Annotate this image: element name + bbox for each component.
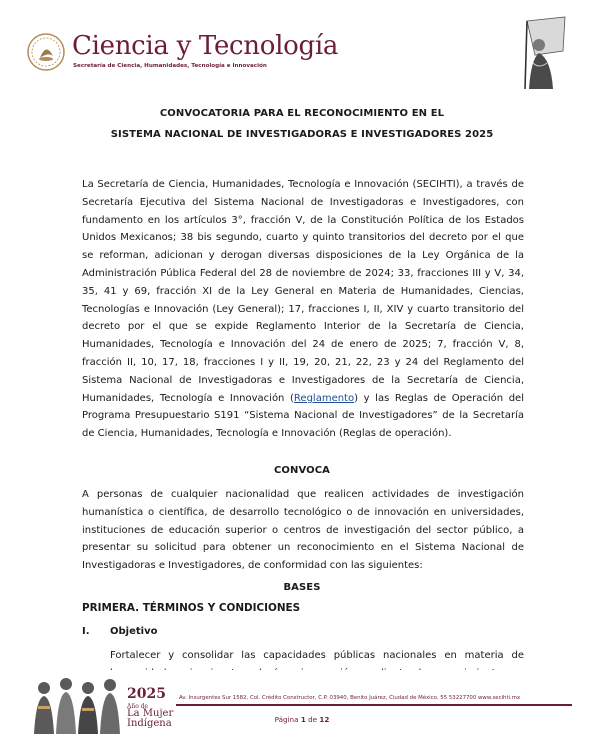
page-prefix: Página bbox=[274, 715, 301, 724]
page-current: 1 bbox=[300, 715, 306, 724]
government-emblem-logo bbox=[26, 32, 66, 72]
item-title-objetivo: Objetivo bbox=[110, 626, 158, 637]
intro-text-after-link: ) y las Reglas de Operación del Programa Presupuestario S191 “Sistema Nacional de Investigadores” de la Secretaría de Ciencia, Humanidades, Tecnología e Innovación (Reglas de operación). bbox=[82, 392, 524, 440]
item-number: I. bbox=[82, 626, 90, 637]
convoca-heading: CONVOCA bbox=[273, 465, 331, 476]
page-middle: de bbox=[305, 715, 320, 724]
brand-subtitle: Secretaría de Ciencia, Humanidades, Tecnología e Innovación bbox=[73, 63, 267, 69]
footer-address: Av. Insurgentes Sur 1582, Col. Crédito Constructor, C.P. 03940, Benito Juárez, Ciudad de México. 55 53227700 www.secihti.mx bbox=[179, 695, 521, 701]
brand-title: Ciencia y Tecnología bbox=[72, 31, 339, 61]
convoca-paragraph: A personas de cualquier nacionalidad que realicen actividades de investigación humanística o científica, de desarrollo tecnológico o de innovación en universidades, instituciones de educación superior o centros de investigación del sector público, a presentar su solicitud para obtener un reconocimiento en el Sistema Nacional de Investigadoras e Investigadores, de conformidad con las siguientes: bbox=[82, 489, 524, 572]
indigenous-women-illustration bbox=[30, 672, 130, 734]
page-number bbox=[0, 715, 604, 724]
footer-year-label: Año de bbox=[127, 703, 149, 710]
section-heading-primera: PRIMERA. TÉRMINOS Y CONDICIONES bbox=[82, 602, 301, 614]
reglamento-link[interactable]: Reglamento bbox=[293, 392, 355, 404]
document-title-line-2: SISTEMA NACIONAL DE INVESTIGADORAS E INVESTIGADORES 2025 bbox=[110, 129, 494, 140]
page-total: 12 bbox=[319, 715, 330, 724]
bases-heading: BASES bbox=[283, 582, 321, 593]
footer-year: 2025 bbox=[127, 686, 166, 702]
objetivo-paragraph: Fortalecer y consolidar las capacidades públicas nacionales en materia de bbox=[110, 650, 524, 661]
heroine-illustration bbox=[505, 15, 569, 91]
footer-mujer-line-1: La Mujer bbox=[127, 708, 174, 719]
footer-mujer-line-2: Indígena bbox=[127, 718, 172, 729]
intro-text-before-link: La Secretaría de Ciencia, Humanidades, Tecnología e Innovación (SECIHTI), a través de Secretaría Ejecutiva del Sistema Nacional de Investigadoras e Investigadores, con fundamento en los artículos 3°, fracción V, de la Constitución Política de los Estados Unidos Mexicanos; 38 bis segundo, cuarto y quinto transitorios del decreto por el que se reforman, adicionan y derogan diversas disposiciones de la Ley Orgánica de la Administración Pública Federal del 28 de noviembre de 2024; 33, fracciones III y V, 34, 35, 41 y 69, fracción XI de la Ley General en Materia de Humanidades, Ciencias, Tecnologías e Innovación (Ley General); 17, fracciones I, II, XIV y cuarto transitorio del decreto por el que se expide Reglamento Interior de la Secretaría de Ciencia, Humanidades, Tecnología e Innovación del 24 de enero de 2025; 7, fracción V, 8, fracción II, 10, 17, 18, fracciones I y II, 19, 20, 21, 22, 23 y 24 del Reglamento del Sistema Nacional de Investigadoras e Investigadores de la Secretaría de Ciencia, Humanidades, Tecnología e Innovación ( bbox=[82, 179, 524, 404]
footer-divider bbox=[176, 704, 572, 706]
document-title-line-1: CONVOCATORIA PARA EL RECONOCIMIENTO EN EL bbox=[159, 108, 445, 119]
intro-paragraph bbox=[82, 176, 524, 443]
